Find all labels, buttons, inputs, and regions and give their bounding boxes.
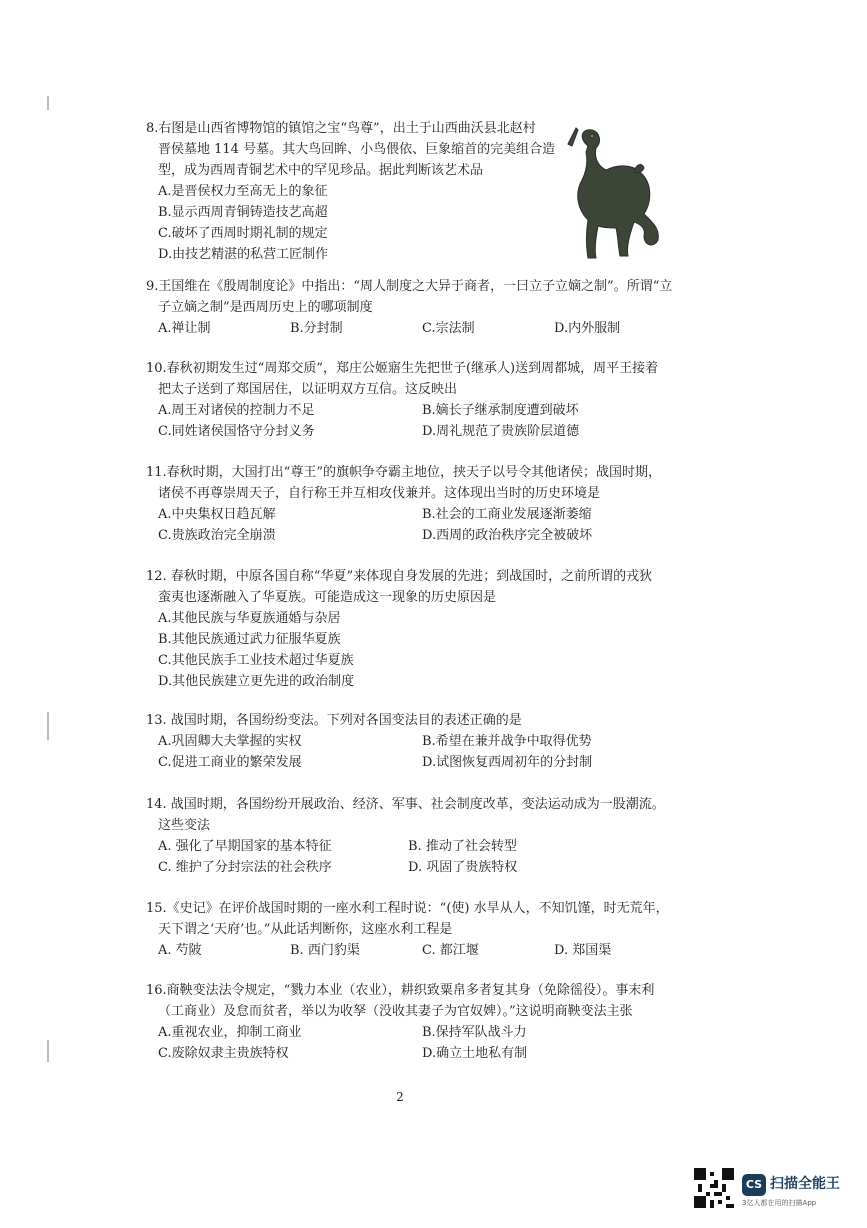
option-b: B.分封制 xyxy=(290,321,343,336)
stem-line-1: 13. 战国时期，各国纷纷变法。下列对各国变法目的表述正确的是 xyxy=(146,713,522,728)
stem-line-2: （工商业）及怠而贫者，举以为收孥（没收其妻子为官奴婢）。”这说明商鞅变法主张 xyxy=(158,1004,633,1019)
question-stem xyxy=(146,462,676,504)
option-b: B. 推动了社会转型 xyxy=(408,839,517,854)
stem-line-2: 诸侯不再尊崇周天子，自行称王并互相攻伐兼并。这体现出当时的历史环境是 xyxy=(158,486,601,501)
question-14 xyxy=(146,794,676,878)
option-a: A.重视农业，抑制工商业 xyxy=(158,1025,302,1040)
bird-zun-artifact-image xyxy=(548,124,668,264)
options xyxy=(146,1022,676,1064)
margin-mark xyxy=(47,1040,49,1062)
stem-line-2: 把太子送到了郑国居住，以证明双方互信。这反映出 xyxy=(158,382,458,397)
qr-code-icon xyxy=(694,1168,734,1208)
brand-tagline: 3亿人都在用的扫描App xyxy=(742,1199,817,1207)
stem-line-2: 天下谓之‘天府’也。”从此话判断你，这座水利工程是 xyxy=(158,922,453,937)
option-a: A.巩固卿大夫掌握的实权 xyxy=(158,734,302,749)
question-15 xyxy=(146,898,676,961)
question-13 xyxy=(146,710,676,773)
question-10 xyxy=(146,358,676,442)
option-d: D. 郑国渠 xyxy=(554,943,612,958)
question-9 xyxy=(146,276,676,339)
margin-mark xyxy=(47,712,49,740)
stem-line-1: 16.商鞅变法法令规定，“戮力本业（农业），耕织致粟帛多者复其身（免除徭役）。事末利 xyxy=(146,983,655,998)
stem-line-1: 14. 战国时期，各国纷纷开展政治、经济、军事、社会制度改革，变法运动成为一股潮流。 xyxy=(146,797,665,812)
question-12 xyxy=(146,566,676,692)
option-b: B.嫡长子继承制度遭到破坏 xyxy=(422,403,579,418)
brand-name: 扫描全能王 xyxy=(770,1176,840,1192)
option-c: C.促进工商业的繁荣发展 xyxy=(158,755,302,770)
option-a: A.禅让制 xyxy=(158,321,211,336)
options xyxy=(146,181,556,265)
option-d: D.确立土地私有制 xyxy=(422,1046,528,1061)
stem-line-1: 15.《史记》在评价战国时期的一座水利工程时说：“(使) 水旱从人，不知饥馑，时无荒年， xyxy=(146,901,669,916)
option-d: D.西周的政治秩序完全被破坏 xyxy=(422,528,593,543)
options xyxy=(146,318,676,339)
question-stem xyxy=(146,898,676,940)
option-c: C. 都江堰 xyxy=(422,943,479,958)
option-d: D.试图恢复西周初年的分封制 xyxy=(422,755,593,770)
stem-line-2: 子立嫡之制”是西周历史上的哪项制度 xyxy=(158,300,373,315)
option-b: B. 西门豹渠 xyxy=(290,943,360,958)
option-a: A. 强化了早期国家的基本特征 xyxy=(158,839,332,854)
question-16 xyxy=(146,980,676,1064)
stem-line-1: 12. 春秋时期，中原各国自称“华夏”来体现自身发展的先进；到战国时，之前所谓的戎狄 xyxy=(146,569,653,584)
scanner-watermark xyxy=(742,1170,852,1210)
options xyxy=(146,731,676,773)
question-stem xyxy=(146,118,556,181)
question-11 xyxy=(146,462,676,546)
stem-line-1: 11.春秋时期，大国打出“尊王”的旗帜争夺霸主地位，挟天子以号令其他诸侯；战国时期， xyxy=(146,465,661,480)
option-c: C.宗法制 xyxy=(422,321,475,336)
question-stem xyxy=(146,358,676,400)
option-a: A.其他民族与华夏族通婚与杂居 xyxy=(158,611,341,626)
stem-line-1: 8.右图是山西省博物馆的镇馆之宝“鸟尊”，出土于山西曲沃县北赵村 xyxy=(146,121,536,136)
option-c: C.其他民族手工业技术超过华夏族 xyxy=(158,653,354,668)
options xyxy=(146,400,676,442)
page-number: 2 xyxy=(396,1090,404,1104)
question-stem xyxy=(146,980,676,1022)
question-stem xyxy=(146,710,676,731)
option-d: D.周礼规范了贵族阶层道德 xyxy=(422,424,580,439)
options xyxy=(146,940,676,961)
stem-line-2: 晋侯墓地 114 号墓。其大鸟回眸、小鸟偎依、巨象缩首的完美组合造型，成为西周青铜艺术中的罕见珍品。据此判断该艺术品 xyxy=(158,142,556,178)
stem-line-1: 9.王国维在《殷周制度论》中指出：“周人制度之大异于商者，一曰立子立嫡之制”。所谓“立 xyxy=(146,279,673,294)
option-a: A.是晋侯权力至高无上的象征 xyxy=(158,184,328,199)
option-c: C.破坏了西周时期礼制的规定 xyxy=(158,226,328,241)
option-c: C.废除奴隶主贵族特权 xyxy=(158,1046,289,1061)
question-stem xyxy=(146,794,676,836)
option-c: C. 维护了分封宗法的社会秩序 xyxy=(158,860,332,875)
question-stem xyxy=(146,276,676,318)
options xyxy=(146,504,676,546)
option-b: B.希望在兼并战争中取得优势 xyxy=(422,734,592,749)
option-b: B.保持军队战斗力 xyxy=(422,1025,527,1040)
option-a: A.中央集权日趋瓦解 xyxy=(158,507,276,522)
cs-logo-icon: CS xyxy=(742,1174,766,1196)
options xyxy=(146,836,676,878)
option-b: B.显示西周青铜铸造技艺高超 xyxy=(158,205,328,220)
option-c: C.贵族政治完全崩溃 xyxy=(158,528,276,543)
option-c: C.同姓诸侯国恪守分封义务 xyxy=(158,424,315,439)
stem-line-2: 蛮夷也逐渐融入了华夏族。可能造成这一现象的历史原因是 xyxy=(158,590,497,605)
option-b: B.社会的工商业发展逐渐萎缩 xyxy=(422,507,592,522)
question-stem xyxy=(146,566,676,608)
options xyxy=(146,608,676,692)
margin-mark xyxy=(47,96,49,110)
option-a: A. 芍陂 xyxy=(158,943,202,958)
option-d: D.其他民族建立更先进的政治制度 xyxy=(158,674,355,689)
stem-line-1: 10.春秋初期发生过“周郑交质”，郑庄公姬寤生先把世子(继承人)送到周都城，周平王接着 xyxy=(146,361,659,376)
option-d: D. 巩固了贵族特权 xyxy=(408,860,518,875)
stem-line-2: 这些变法 xyxy=(158,818,211,833)
option-b: B.其他民族通过武力征服华夏族 xyxy=(158,632,341,647)
option-a: A.周王对诸侯的控制力不足 xyxy=(158,403,315,418)
question-8 xyxy=(146,118,556,265)
option-d: D.由技艺精湛的私营工匠制作 xyxy=(158,247,329,262)
option-d: D.内外服制 xyxy=(554,321,621,336)
